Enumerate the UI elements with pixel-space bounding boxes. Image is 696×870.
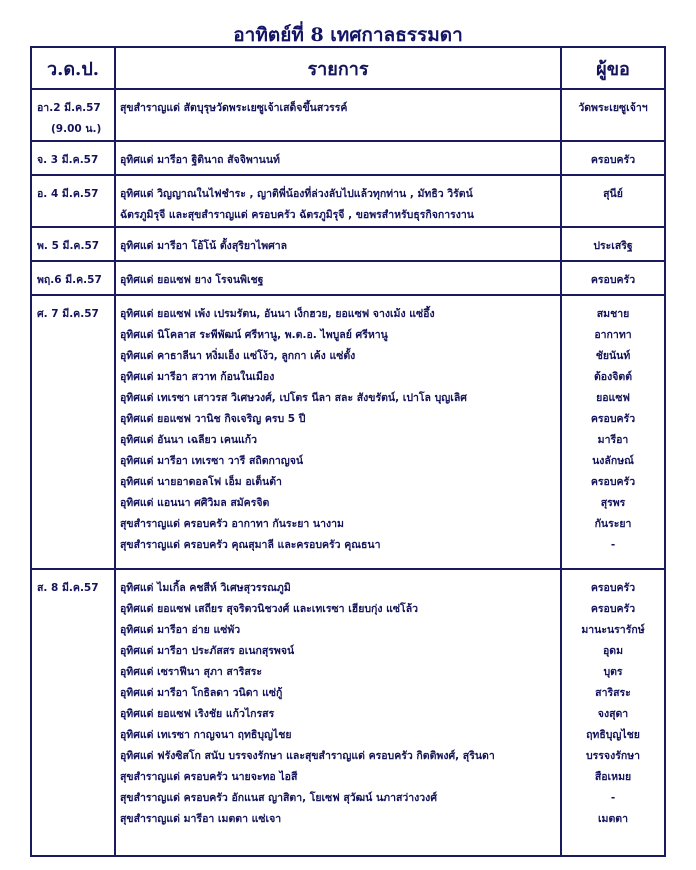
intention-line: อุทิศแด่ วิญญาณในไฟชำระ , ญาติพี่น้องที่ล่วงลับไปแล้วทุกท่าน , มัทธิว วิรัตน์ <box>120 188 473 200</box>
intention-line: อุทิศแด่ ไมเกิ้ล คชสีห์ วิเศษสุวรรณภูมิ <box>120 582 291 594</box>
item-cell <box>115 261 561 295</box>
requester-line: เมตตา <box>597 813 629 825</box>
intention-line: อุทิศแด่ ยอแซฟ วานิช กิจเจริญ ครบ 5 ปี <box>120 413 306 425</box>
intention-line: อุทิศแด่ ยอแซฟ เริงชัย แก้วไกรสร <box>120 708 275 720</box>
intention-line: อุทิศแด่ เซราฟีนา สุภา สาริสระ <box>120 666 263 678</box>
item-cell <box>115 175 561 227</box>
date-cell <box>31 295 115 569</box>
requester-line: ชัยนันท์ <box>595 350 631 362</box>
requester-line: มารีอา <box>597 434 629 446</box>
requester-line: อุดม <box>602 645 624 657</box>
requester-line: ครอบครัว <box>590 582 636 594</box>
intention-line: อุทิศแด่ เทเรซา กาญจนา ฤทธิบุญไชย <box>120 729 292 741</box>
intention-line: อุทิศแด่ อันนา เฉลียว เคนแก้ว <box>120 434 258 446</box>
requester-line: ต้องจิตต์ <box>593 371 633 383</box>
date-cell <box>31 141 115 175</box>
intention-line: อุทิศแด่ ยอแซฟ ยาง โรจนพิเชฐ <box>120 274 264 286</box>
item-cell <box>115 89 561 141</box>
requester-line: ครอบครัว <box>590 413 636 425</box>
requester-line: บรรจงรักษา <box>585 750 641 762</box>
requester-line: สมชาย <box>596 308 630 320</box>
item-cell <box>115 295 561 569</box>
table-row <box>31 295 665 569</box>
requester-line: นงลักษณ์ <box>592 455 634 467</box>
requester-line: วัดพระเยซูเจ้าฯ <box>578 102 648 114</box>
item-column-header: รายการ <box>115 47 561 89</box>
intention-line: สุขสำราญแด่ ครอบครัว อักแนส ญาสิตา, โยเซฟ สุวัฒน์ นภาสว่างวงศ์ <box>120 792 437 804</box>
table-row <box>31 141 665 175</box>
intention-line: อุทิศแด่ ฟรังซิสโก สนับ บรรจงรักษา และสุขสำราญแด่ ครอบครัว กิตติพงศ์, สุรินดา <box>120 750 495 762</box>
intention-line: อุทิศแด่ ยอแซฟ เสถียร สุจริตวนิชวงศ์ และเทเรซา เฮียบกุ่ง แซ่โล้ว <box>120 603 419 615</box>
requester-cell <box>561 295 665 569</box>
intention-line: อุทิศแด่ มารีอา โอ้โน้ ตั้งสุริยาไพศาล <box>120 240 288 252</box>
requester-column-header: ผู้ขอ <box>561 47 665 89</box>
table-row <box>31 227 665 261</box>
date-text: อา.2 มี.ค.57 <box>37 102 101 114</box>
requester-line: ฤทธิบุญไชย <box>586 729 640 741</box>
date-text: ศ. 7 มี.ค.57 <box>37 308 99 320</box>
requester-cell <box>561 89 665 141</box>
intention-line: สุขสำราญแด่ มารีอา เมตตา แซ่เจา <box>120 813 282 825</box>
intention-line: สุขสำราญแด่ ครอบครัว อากาทา กันระยา นางาม <box>120 518 344 530</box>
requester-line: กันระยา <box>594 518 632 530</box>
requester-line: - <box>610 539 616 551</box>
date-text: ส. 8 มี.ค.57 <box>37 582 99 594</box>
requester-line: ยอแซฟ <box>596 392 630 404</box>
intention-line: อุทิศแด่ มารีอา ฐิตินาถ สัจจิพานนท์ <box>120 154 280 166</box>
item-cell <box>115 569 561 856</box>
requester-line: สือเหมย <box>594 771 632 783</box>
requester-line: สุนีย์ <box>603 188 623 200</box>
mass-intention-table <box>30 46 666 857</box>
requester-line: มานะนรารักษ์ <box>581 624 645 636</box>
date-cell <box>31 175 115 227</box>
table-row <box>31 89 665 141</box>
intention-line: อุทิศแด่ มารีอา โกธิลดา วนิดา แซ่กู้ <box>120 687 283 699</box>
intention-line: อุทิศแด่ แอนนา ศศิวิมล สมัครจิต <box>120 497 270 509</box>
requester-line: - <box>610 792 616 804</box>
requester-line: ครอบครัว <box>590 476 636 488</box>
intention-line: สุขสำราญแด่ สัตบุรุษวัดพระเยซูเจ้าเสด็จขึ้นสวรรค์ <box>120 102 348 114</box>
requester-line: ครอบครัว <box>590 603 636 615</box>
intention-line: สุขสำราญแด่ ครอบครัว คุณสุมาลี และครอบครัว คุณธนา <box>120 539 381 551</box>
intention-line: อุทิศแด่ มารีอา อ่าย แซ่พัว <box>120 624 241 636</box>
date-cell <box>31 89 115 141</box>
requester-line: ครอบครัว <box>590 154 636 166</box>
date-time-text: (9.00 น.) <box>51 123 102 135</box>
intention-line: อุทิศแด่ นายอาดอลโฟ เอ็ม อเต็นต้า <box>120 476 282 488</box>
requester-line: สาริสระ <box>595 687 631 699</box>
intention-line: อุทิศแด่ นิโคลาส ระพีพัฒน์ ศรีหานู, พ.ต.อ. ไพบูลย์ ศรีหานู <box>120 329 388 341</box>
intention-line: อุทิศแด่ เทเรซา เสาวรส วิเศษวงศ์, เปโตร นีลา สละ สังขรัตน์, เปาโล บุญเลิศ <box>120 392 467 404</box>
requester-cell <box>561 141 665 175</box>
requester-cell <box>561 569 665 856</box>
table-row <box>31 261 665 295</box>
date-cell <box>31 261 115 295</box>
table-row <box>31 569 665 856</box>
requester-line: บุตร <box>603 666 623 678</box>
item-cell <box>115 227 561 261</box>
item-cell <box>115 141 561 175</box>
requester-line: ครอบครัว <box>590 274 636 286</box>
intention-line: อุทิศแด่ มารีอา สวาท ก้อนในเมือง <box>120 371 275 383</box>
page-title: อาทิตย์ที่ 8 เทศกาลธรรมดา <box>233 24 463 46</box>
intention-line: สุขสำราญแด่ ครอบครัว นายจะทอ ไอสี <box>120 771 298 783</box>
intention-line: ฉัตรภูมิรุจี และสุขสำราญแด่ ครอบครัว ฉัตรภูมิรุจี , ขอพรสำหรับธุรกิจการงาน <box>120 209 474 221</box>
requester-cell <box>561 261 665 295</box>
date-cell <box>31 227 115 261</box>
date-text: พฤ.6 มี.ค.57 <box>37 274 102 286</box>
table-row <box>31 175 665 227</box>
requester-line: สุรพร <box>600 497 626 509</box>
date-column-header: ว.ด.ป. <box>31 47 115 89</box>
date-text: อ. 4 มี.ค.57 <box>37 188 99 200</box>
requester-line: จงสุดา <box>597 708 629 720</box>
date-cell <box>31 569 115 856</box>
requester-line: อากาทา <box>594 329 632 341</box>
requester-cell <box>561 175 665 227</box>
table-header-row <box>31 47 665 89</box>
date-text: จ. 3 มี.ค.57 <box>37 154 99 166</box>
intention-line: อุทิศแด่ มารีอา ประภัสสร อเนกสุรพจน์ <box>120 645 295 657</box>
intention-line: อุทิศแด่ ยอแซฟ เพ้ง เปรมรัตน, อันนา เง็กฮวย, ยอแซฟ จางเม้ง แซ่อึ้ง <box>120 308 435 320</box>
requester-cell <box>561 227 665 261</box>
requester-line: ประเสริฐ <box>593 240 633 252</box>
date-text: พ. 5 มี.ค.57 <box>37 240 100 252</box>
intention-line: อุทิศแด่ คาธาลีนา หงิ่มเอ็ง แซ่โง้ว, ลูกกา เค้ง แซ่ตั้ง <box>120 350 356 362</box>
intention-line: อุทิศแด่ มารีอา เทเรซา วารี สถิตกาญจน์ <box>120 455 304 467</box>
